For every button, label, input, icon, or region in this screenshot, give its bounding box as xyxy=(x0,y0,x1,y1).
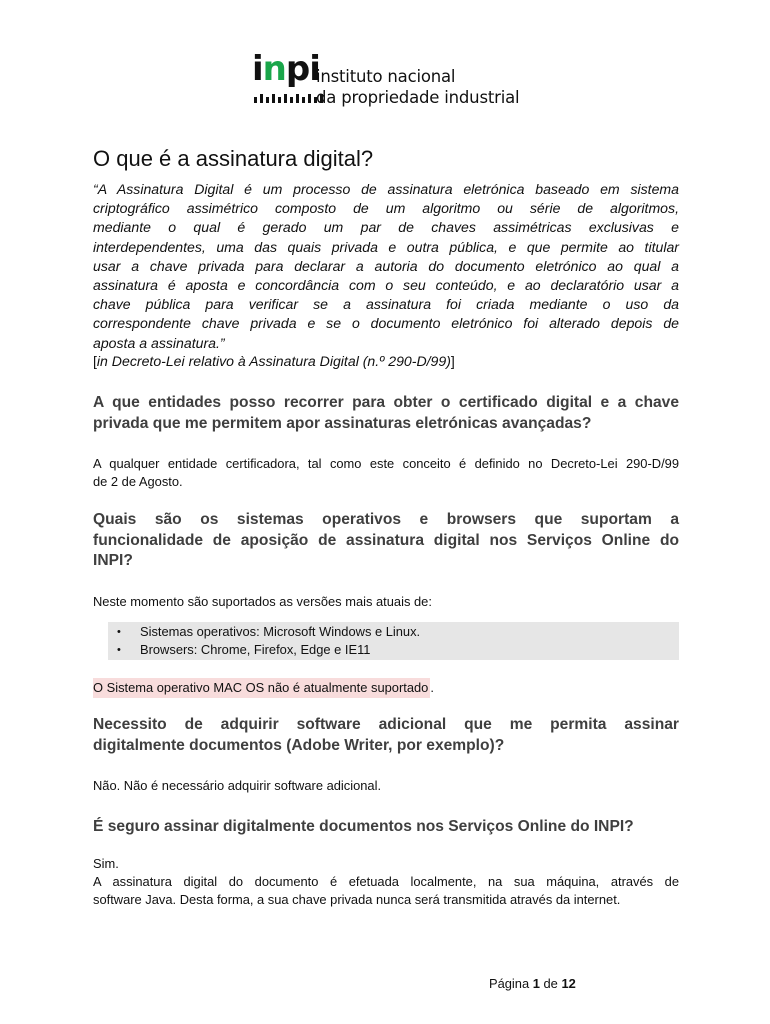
citation-text: in Decreto-Lei relativo à Assinatura Digital (n.º 290-D/99) xyxy=(96,353,451,369)
mac-os-note-highlight: O Sistema operativo MAC OS não é atualmente suportado xyxy=(93,678,430,698)
answer-2: Neste momento são suportados as versões mais atuais de: xyxy=(93,594,432,609)
logo-text xyxy=(316,66,519,108)
logo-mark-n: n xyxy=(262,49,286,89)
mac-os-note: O Sistema operativo MAC OS não é atualmente suportado . xyxy=(93,678,434,698)
quote-line: interdependentes, uma das quais privada e outra pública, e que permite ao titular xyxy=(93,238,679,255)
logo-line-1: instituto nacional xyxy=(316,67,456,86)
quote-line: aposta a assinatura.” xyxy=(93,334,225,351)
quote-line: criptográfico assimétrico composto de um algoritmo ou série de algoritmos, xyxy=(93,200,679,217)
citation: [in Decreto-Lei relativo à Assinatura Digital (n.º 290-D/99)] xyxy=(93,353,455,369)
bullet-icon: • xyxy=(117,626,121,638)
question-3-heading: Necessito de adquirir software adicional que me permita assinar digitalmente documentos (Adobe Writer, por exemplo)? xyxy=(93,716,679,754)
answer-3: Não. Não é necessário adquirir software adicional. xyxy=(93,778,382,793)
logo-mark xyxy=(252,49,320,89)
question-4-heading: É seguro assinar digitalmente documentos nos Serviços Online do INPI? xyxy=(93,818,634,835)
question-2-heading: Quais são os sistemas operativos e browsers que suportam a funcionalidade de aposição de assinatura digital nos Serviços Online do INPI? xyxy=(93,511,679,570)
quote-line: correspondente chave privada e se o documento eletrónico foi alterado depois de xyxy=(93,315,679,332)
list-item: • Sistemas operativos: Microsoft Windows e Linux. xyxy=(117,624,421,639)
answer-4: Sim. A assinatura digital do documento é efetuada localmente, na sua máquina, através de software Java. Desta forma, a sua chave privada nunca será transmitida através da internet. xyxy=(93,856,679,907)
page-title: O que é a assinatura digital? xyxy=(93,146,374,171)
logo-barcode-icon xyxy=(254,94,323,103)
definition-quote xyxy=(93,180,679,353)
logo-line-2: da propriedade industrial xyxy=(316,88,520,107)
inpi-logo xyxy=(252,49,522,112)
quote-line: chave pública para verificar se a assinatura foi criada mediante o uso da xyxy=(93,296,679,313)
quote-line: mediante o qual é gerado um par de chaves assimétricas exclusivas e xyxy=(93,219,679,236)
quote-line: assinatura é aposta e concordância com o seu conteúdo, e ao declaratório usar a xyxy=(93,277,679,294)
bullet-icon: • xyxy=(117,644,121,656)
list-item: • Browsers: Chrome, Firefox, Edge e IE11 xyxy=(117,642,371,657)
answer-1: A qualquer entidade certificadora, tal como este conceito é definido no Decreto-Lei 290-D/99 de 2 de Agosto. xyxy=(93,456,679,489)
page-number: Página 1 de 12 xyxy=(489,976,576,991)
quote-line: usar a chave privada para declarar a autoria do documento eletrónico ao qual a xyxy=(93,257,679,274)
quote-line: “A Assinatura Digital é um processo de assinatura eletrónica baseado em sistema xyxy=(93,181,679,197)
logo-mark-i: i xyxy=(252,49,263,89)
question-1-heading: A que entidades posso recorrer para obter o certificado digital e a chave privada que me permitem apor assinaturas eletrónicas avançadas? xyxy=(93,394,679,432)
logo-mark-pi: pi xyxy=(285,49,320,89)
